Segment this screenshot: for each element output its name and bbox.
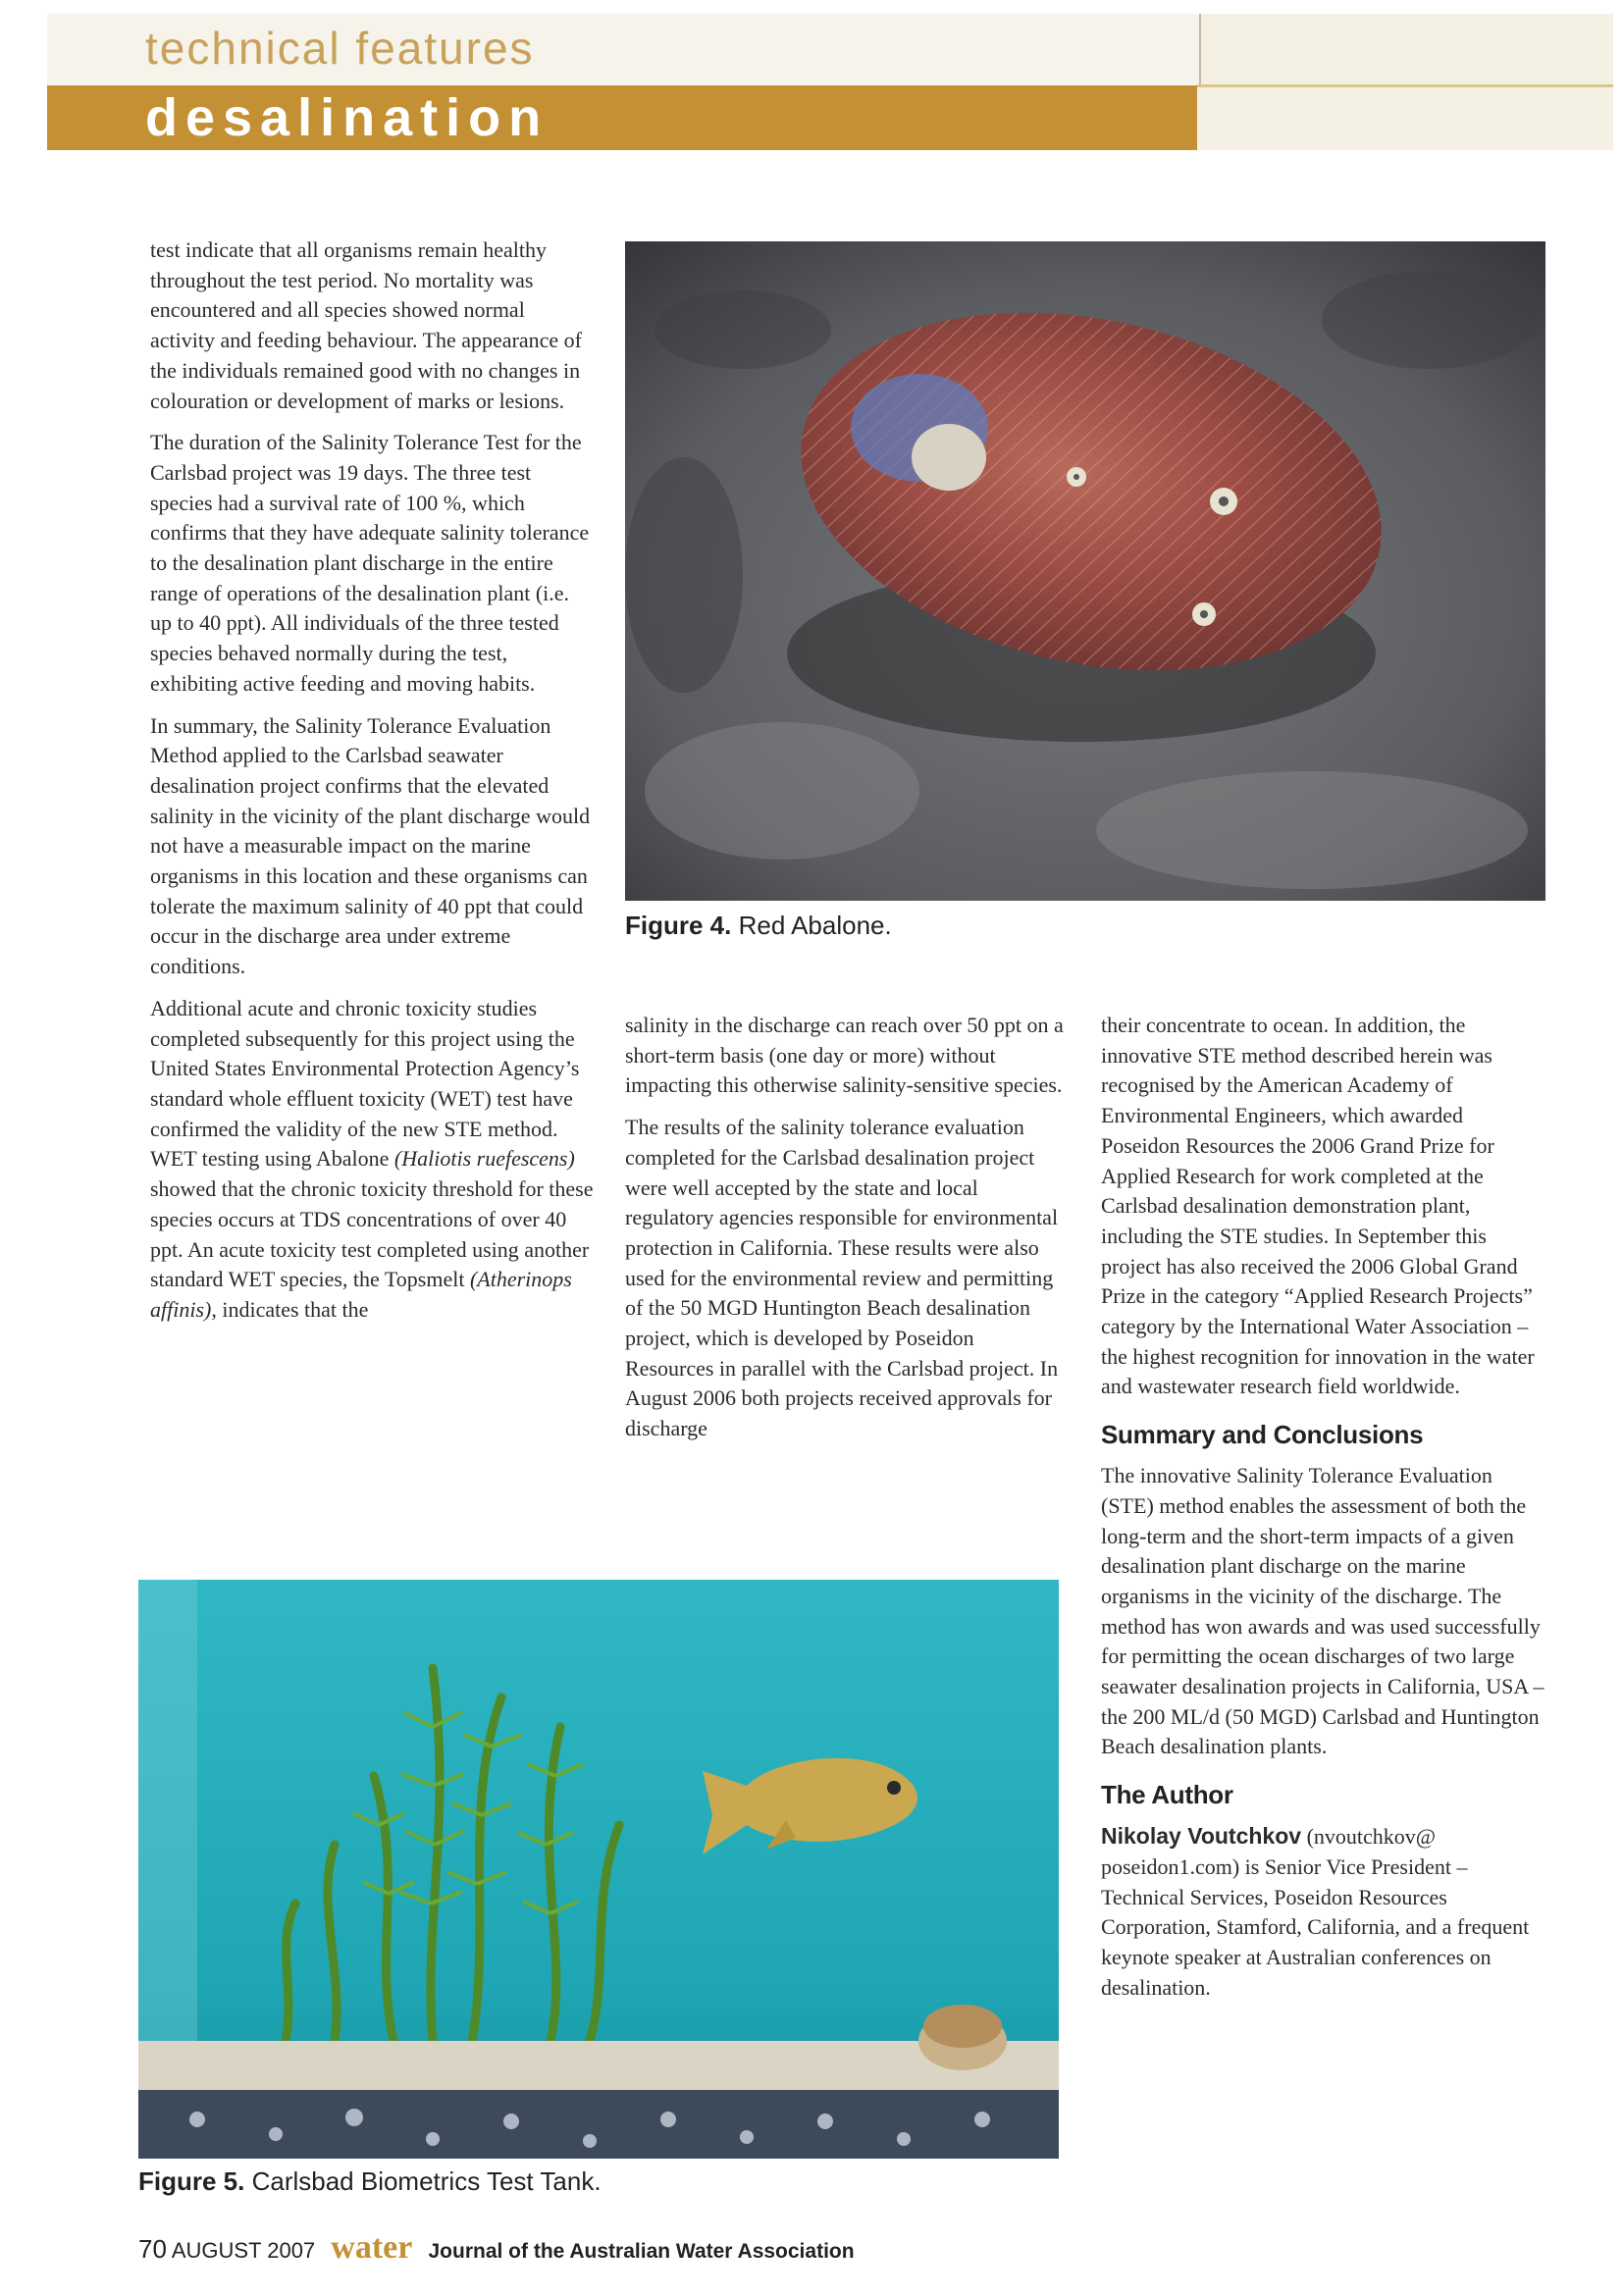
page-number: 70 xyxy=(138,2234,167,2264)
paragraph: The innovative Salinity Tolerance Evaluation (STE) method enables the assessment of both the long-term and the short-term impacts of a given desalination plant discharge on the marine organisms in the vicinity of the discharge. The method has won awards and was used successfully for permitting the ocean discharges of two large seawater desalination projects in California, USA – the 200 ML/d (50 MGD) Carlsbad and Huntington Beach desalination plants. xyxy=(1101,1463,1544,1759)
paragraph: The results of the salinity tolerance evaluation completed for the Carlsbad desalination project were well accepted by the state and local regulatory agencies responsible for environmental protection in California. These results were also used for the environmental review and permitting of the 50 MGD Huntington Beach desalination project, which is developed by Poseidon Resources in parallel with the Carlsbad project. In August 2006 both projects received approvals for discharge xyxy=(625,1115,1059,1441)
text-column-3 xyxy=(1101,1011,1544,2014)
header-ghost-panel xyxy=(1197,14,1613,150)
author-bio-text: (nvoutchkov@ poseidon1.com) is Senior Vice President – Technical Services, Poseidon Resources Corporation, Stamford, California, and a frequent keynote speaker at Australian conferences on desalination. xyxy=(1101,1824,1530,2000)
page-footer xyxy=(138,2229,855,2267)
figure-caption-text: Carlsbad Biometrics Test Tank. xyxy=(244,2166,602,2196)
figure-caption-text: Red Abalone. xyxy=(731,911,892,940)
figure-label: Figure 4. xyxy=(625,911,732,940)
species-name: (Atherinops affinis) xyxy=(150,1267,572,1322)
text-column-2 xyxy=(625,1011,1067,1456)
paragraph: test indicate that all organisms remain healthy throughout the test period. No mortality was encountered and all species showed normal activity and feeding behaviour. The appearance of the individuals remained good with no changes in colouration or development of marks or lesions. xyxy=(150,237,583,413)
issue-date: AUGUST 2007 xyxy=(171,2238,316,2263)
section-title: desalination xyxy=(145,88,550,147)
figure-4-caption xyxy=(625,911,892,941)
journal-logo: water xyxy=(331,2229,413,2266)
paragraph: In summary, the Salinity Tolerance Evaluation Method applied to the Carlsbad seawater desalination project confirms that the elevated salinity in the vicinity of the plant discharge would not have a measurable impact on the marine organisms in this location and these organisms can tolerate the maximum salinity of 40 ppt that could occur in the discharge area under extreme conditions. xyxy=(150,712,591,979)
paragraph: The duration of the Salinity Tolerance Test for the Carlsbad project was 19 days. The three test species had a survival rate of 100 %, which confirms that they have adequate salinity tolerance to the desalination plant discharge in the entire range of operations of the desalination plant (i.e. up to 40 ppt). All individuals of the three tested species behaved normally during the test, exhibiting active feeding and moving habits. xyxy=(150,430,590,696)
paragraph: their concentrate to ocean. In addition, the innovative STE method described herein was recognised by the American Academy of Environmental Engineers, which awarded Poseidon Resources the 2006 Grand Prize for Applied Research for work completed at the Carlsbad desalination demonstration plant, including the STE studies. In September this project has also received the 2006 Global Grand Prize in the category “Applied Research Projects” category by the International Water Association – the highest recognition for innovation in the water and wastewater research field worldwide. xyxy=(1101,1013,1535,1399)
section-heading-summary: Summary and Conclusions xyxy=(1101,1420,1424,1450)
author-name: Nikolay Voutchkov xyxy=(1101,1823,1302,1850)
author-bio xyxy=(1101,1821,1544,2003)
header-rule xyxy=(1197,84,1613,87)
header-divider xyxy=(1199,14,1201,84)
species-name: (Haliotis ruefescens) xyxy=(393,1146,575,1172)
figure-5-caption xyxy=(138,2166,602,2197)
text-run: Additional acute and chronic toxicity studies completed subsequently for this project using the United States Environmental Protection Agency’s standard whole effluent toxicity (WET) test have confirmed the validity of the new STE method. WET testing using Abalone xyxy=(150,995,580,1172)
section-heading-author: The Author xyxy=(1101,1780,1233,1810)
text-column-1 xyxy=(150,235,594,1337)
text-run: , indicates that the xyxy=(211,1296,369,1322)
paragraph: salinity in the discharge can reach over 50 ppt on a short-term basis (one day or more) without impacting this otherwise salinity-sensitive species. xyxy=(625,1013,1064,1098)
figure-4-photo xyxy=(625,241,1545,901)
figure-5-photo xyxy=(138,1580,1059,2159)
journal-name: Journal of the Australian Water Association xyxy=(428,2240,855,2263)
figure-label: Figure 5. xyxy=(138,2166,245,2196)
section-kicker: technical features xyxy=(145,23,535,74)
text-run: showed that the chronic toxicity threshold for these species occurs at TDS concentrations of over 40 ppt. An acute toxicity test completed using another standard WET species, the Topsmelt xyxy=(150,1176,594,1292)
paragraph xyxy=(150,994,594,1326)
